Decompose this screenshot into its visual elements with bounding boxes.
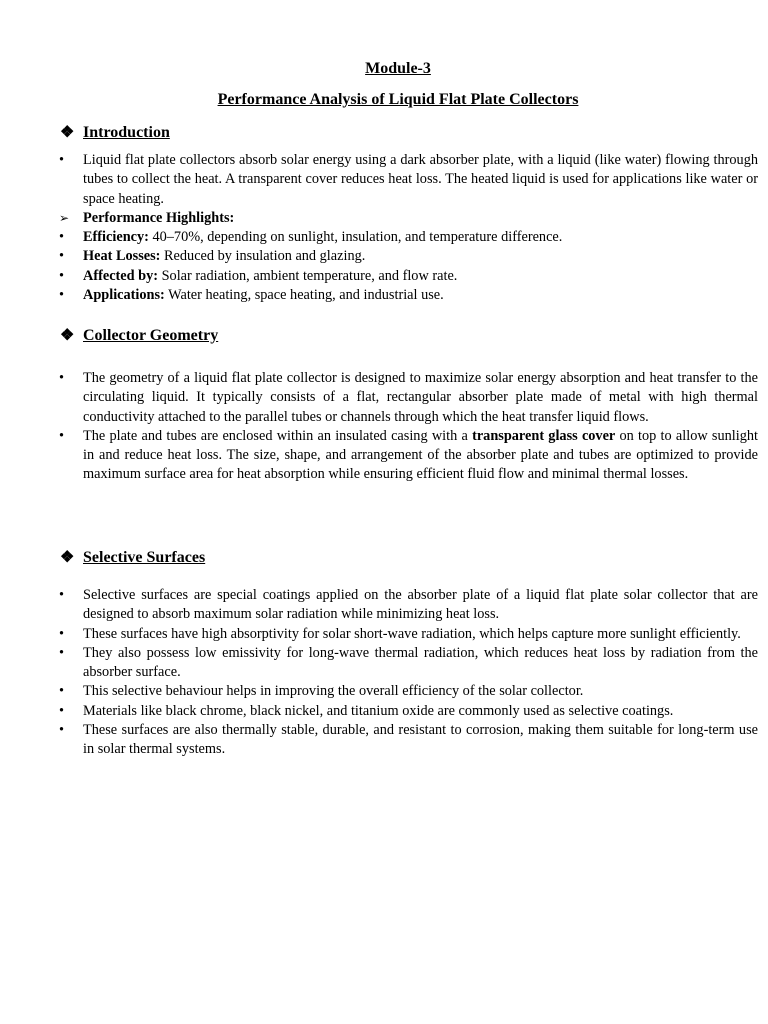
document-subtitle: Performance Analysis of Liquid Flat Plate Collectors <box>217 91 579 108</box>
diamond-bullet-icon: ❖ <box>60 327 75 344</box>
list-item: • Heat Losses: Reduced by insulation and glazing. <box>0 247 768 266</box>
bullet-icon: • <box>59 587 65 603</box>
bullet-icon: • <box>59 427 65 444</box>
list-item: • These surfaces are also thermally stable, durable, and resistant to corrosion, making them suitable for long-term use in solar thermal systems. <box>59 722 758 758</box>
list-item-highlights: ➢ Performance Highlights: <box>0 209 768 228</box>
list-item: • Liquid flat plate collectors absorb solar energy using a dark absorber plate, with a liquid (like water) flowing through tubes to collect the heat. A transparent cover reduces heat loss. The heated liquid is used for applications like water or space heating. <box>59 152 758 207</box>
bullet-icon: • <box>59 644 65 661</box>
section-heading-collector-geometry: ❖ Collector Geometry <box>60 327 219 344</box>
diamond-bullet-icon: ❖ <box>60 124 75 141</box>
list-item: • Affected by: Solar radiation, ambient temperature, and flow rate. <box>0 267 768 286</box>
bullet-icon: • <box>59 702 65 719</box>
list-item: • Selective surfaces are special coatings applied on the absorber plate of a liquid flat plate solar collector that are designed to absorb maximum solar radiation while minimizing heat loss. <box>59 587 758 623</box>
bullet-icon: • <box>59 248 65 265</box>
list-item: • Efficiency: 40–70%, depending on sunlight, insulation, and temperature difference. <box>0 228 768 247</box>
geometry-list <box>0 369 768 485</box>
list-item: • Materials like black chrome, black nickel, and titanium oxide are commonly used as selective coatings. <box>0 702 768 721</box>
bullet-icon: • <box>59 625 65 642</box>
list-item: • The geometry of a liquid flat plate collector is designed to maximize solar energy absorption and heat transfer to the circulating liquid. It typically consists of a flat, rectangular absorber plate made of metal with high thermal conductivity attached to the parallel tubes or channels through which the heat transfer liquid flows. <box>59 370 758 425</box>
arrow-bullet-icon: ➢ <box>59 210 70 225</box>
list-item: • Applications: Water heating, space heating, and industrial use. <box>0 286 768 305</box>
module-title: Module-3 <box>365 60 431 77</box>
list-item: • These surfaces have high absorptivity for solar short-wave radiation, which helps capture more sunlight efficiently. <box>0 625 768 644</box>
bullet-icon: • <box>59 370 65 386</box>
diamond-bullet-icon: ❖ <box>60 549 75 566</box>
bullet-icon: • <box>59 683 65 700</box>
section-heading-introduction: ❖ Introduction <box>60 124 170 141</box>
list-item: • They also possess low emissivity for long-wave thermal radiation, which reduces heat loss by radiation from the absorber surface. <box>59 644 758 681</box>
bullet-icon: • <box>59 152 65 168</box>
selective-list <box>0 586 768 760</box>
bullet-icon: • <box>59 229 65 246</box>
bullet-icon: • <box>59 267 65 284</box>
bullet-icon: • <box>59 287 65 304</box>
section-heading-selective-surfaces: ❖ Selective Surfaces <box>60 549 206 566</box>
list-item: • This selective behaviour helps in improving the overall efficiency of the solar collector. <box>0 682 768 701</box>
list-item: • The plate and tubes are enclosed within an insulated casing with a transparent glass cover on top to allow sunlight in and reduce heat loss. The size, shape, and arrangement of the absorber plate and tubes are optimized to provide maximum surface area for heat absorption while ensuring efficient fluid flow and minimal thermal losses. <box>59 427 758 483</box>
introduction-list <box>0 151 768 305</box>
bullet-icon: • <box>59 722 65 739</box>
